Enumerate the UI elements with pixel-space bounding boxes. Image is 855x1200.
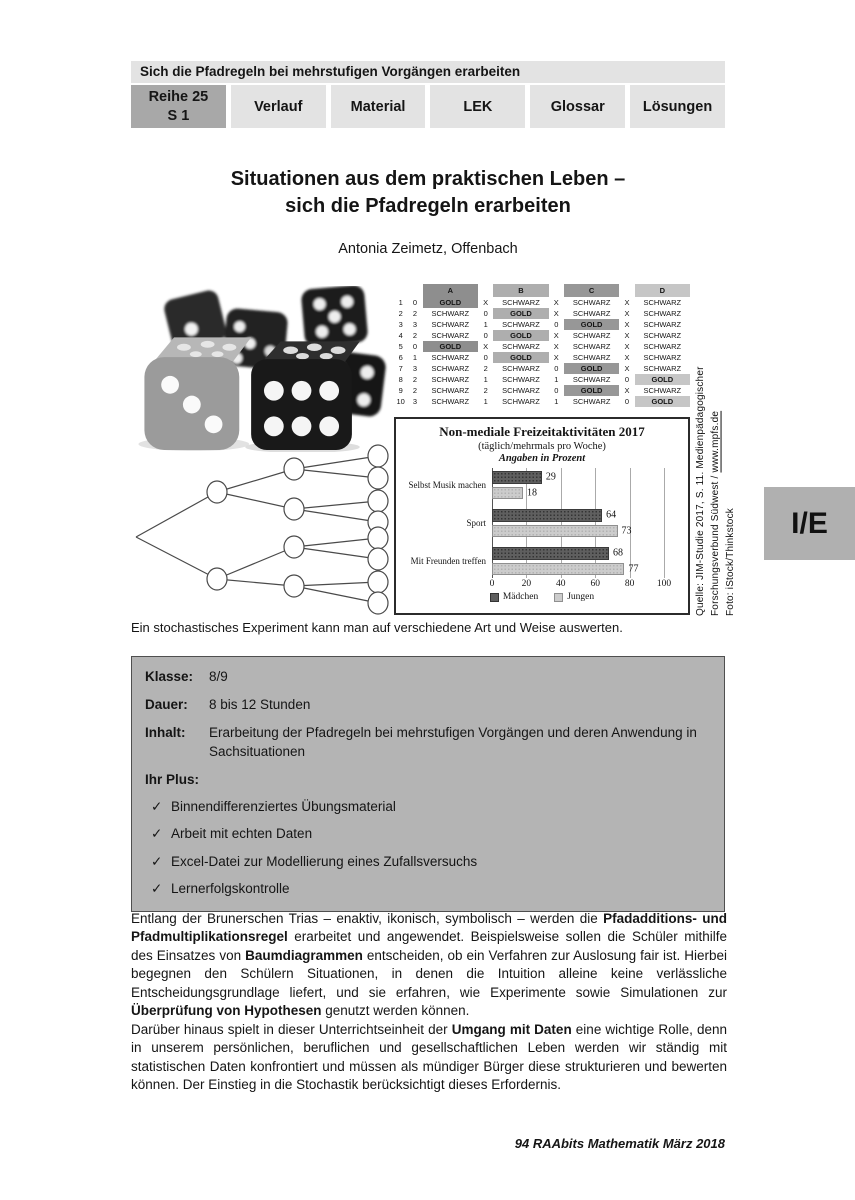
page-footer: 94 RAAbits Mathematik März 2018 xyxy=(514,1136,725,1151)
legend-swatch xyxy=(554,593,563,602)
check-icon: ✓ xyxy=(151,799,163,815)
table-cell: SCHWARZ xyxy=(502,363,540,373)
table-cell: SCHWARZ xyxy=(502,396,540,406)
axis-tick-label: 60 xyxy=(590,579,600,589)
chart-group xyxy=(408,471,664,499)
chart-subtitle: (täglich/mehrmals pro Woche) xyxy=(478,441,606,452)
category-label: Selbst Musik machen xyxy=(408,480,486,490)
table-cell: SCHWARZ xyxy=(643,341,682,351)
table-row: 8 2 SCHWARZ 1 SCHWARZ 1 SCHWARZ 0 GOLD xyxy=(394,374,690,385)
axis-tick-label: 40 xyxy=(556,579,566,589)
check-icon: ✓ xyxy=(151,880,163,896)
tree-diagram xyxy=(131,442,397,616)
bar-value-label: 18 xyxy=(526,487,537,499)
series-header-strip: Sich die Pfadregeln bei mehrstufigen Vorgängen erarbeiten xyxy=(131,61,725,83)
table-cell: SCHWARZ xyxy=(431,330,470,340)
table-cell: SCHWARZ xyxy=(572,396,611,406)
tab-glossar[interactable]: Glossar xyxy=(530,85,625,128)
table-cell: GOLD xyxy=(564,319,619,330)
checklist-item: ✓ Binnendifferenziertes Übungsmaterial xyxy=(151,798,711,816)
table-row: 5 0 GOLD X SCHWARZ X SCHWARZ X SCHWARZ xyxy=(394,341,690,352)
table-cell: SCHWARZ xyxy=(643,352,682,362)
page-title-line2: sich die Pfadregeln erarbeiten xyxy=(285,195,571,217)
table-cell: GOLD xyxy=(564,385,619,396)
tab-verlauf[interactable]: Verlauf xyxy=(231,85,326,128)
bar-value-label: 68 xyxy=(612,547,623,559)
table-row: 7 3 SCHWARZ 2 SCHWARZ 0 GOLD X SCHWARZ xyxy=(394,363,690,374)
column-header-C: C xyxy=(564,284,619,297)
source-line1: Quelle: JIM-Studie 2017, S. 11. Medienpädagogischer xyxy=(695,366,706,616)
info-value: 8 bis 12 Stunden xyxy=(209,697,311,713)
gridline xyxy=(664,468,665,578)
chart-group xyxy=(410,547,664,575)
info-label: Inhalt: xyxy=(145,725,186,741)
axis-tick-label: 0 xyxy=(489,579,495,589)
category-label: Mit Freunden treffen xyxy=(410,556,486,566)
table-cell: GOLD xyxy=(493,330,548,341)
chart-bar xyxy=(492,487,523,500)
tab-sublabel: S 1 xyxy=(167,107,190,124)
table-cell: SCHWARZ xyxy=(643,330,682,340)
table-cell: SCHWARZ xyxy=(572,330,611,340)
chart-group xyxy=(466,509,664,537)
black-die xyxy=(251,341,360,450)
info-row-inhalt xyxy=(145,724,711,760)
table-cell: SCHWARZ xyxy=(572,352,611,362)
body-paragraph-2: Darüber hinaus spielt in dieser Unterrichtseinheit der Umgang mit Daten eine wichtige Rolle, denn in unserem persönlichen, beruflichen und gesellschaftlichen Leben werden wir ständig mit statistischen Daten konfrontiert und müssen als mündiger Bürger diese strukturieren und bewerten können. Der Einstieg in die Stochastik berücksichtigt dieses Erfordernis. xyxy=(131,1022,727,1093)
body-paragraph-1: Entlang der Brunerschen Trias – enaktiv, ikonisch, symbolisch – werden die Pfadadditions- und Pfadmultiplikationsregel erarbeitet und angewendet. Beispielsweise sollen die Schüler mithilfe des Einsatzes von Baumdiagrammen entscheiden, ob ein Verfahren zur Auslosung fair ist. Hierbei begegnen den Schülern Situationen, in denen die Intuition alleine keine verlässliche Entscheidungsgrundlage liefert, und sie erfahren, wie Experimente sowie Simulationen zur Überprüfung von Hypothesen genutzt werden können. xyxy=(131,911,727,1019)
table-row: 10 3 SCHWARZ 1 SCHWARZ 1 SCHWARZ 0 GOLD xyxy=(394,396,690,407)
table-row: 3 3 SCHWARZ 1 SCHWARZ 0 GOLD X SCHWARZ xyxy=(394,319,690,330)
table-cell: SCHWARZ xyxy=(643,297,682,307)
chart-bars xyxy=(408,471,664,575)
table-cell: SCHWARZ xyxy=(431,319,470,329)
chart-plot-area xyxy=(408,468,664,578)
table-cell: SCHWARZ xyxy=(431,374,470,384)
gray-die xyxy=(144,337,251,450)
table-cell: SCHWARZ xyxy=(572,308,611,318)
chart-bar xyxy=(492,509,602,522)
info-value: 8/9 xyxy=(209,669,228,684)
table-cell: SCHWARZ xyxy=(643,385,682,395)
table-cell: SCHWARZ xyxy=(502,374,540,384)
legend-swatch xyxy=(490,593,499,602)
section-badge: I/E xyxy=(764,487,855,560)
tab-reihe-25[interactable] xyxy=(131,85,226,128)
info-row-dauer xyxy=(145,696,711,714)
info-label: Klasse: xyxy=(145,669,194,684)
chart-note: Angaben in Prozent xyxy=(498,453,586,464)
source-note xyxy=(693,284,741,616)
bar-value-label: 77 xyxy=(628,563,639,575)
info-box xyxy=(131,656,725,912)
author-byline: Antonia Zeimetz, Offenbach xyxy=(338,241,518,257)
source-line3: Foto: iStock/Thinkstock xyxy=(725,508,736,616)
table-cell: SCHWARZ xyxy=(572,341,611,351)
chart-legend xyxy=(404,592,680,602)
chart-bar xyxy=(492,471,542,484)
check-icon: ✓ xyxy=(151,853,163,869)
info-value: Erarbeitung der Pfadregeln bei mehrstufigen Vorgängen und deren Anwendung in Sachsituationen xyxy=(209,725,697,759)
chart-bar xyxy=(492,547,609,560)
table-row: 2 2 SCHWARZ 0 GOLD X SCHWARZ X SCHWARZ xyxy=(394,308,690,319)
figure-caption: Ein stochastisches Experiment kann man auf verschiedene Art und Weise auswerten. xyxy=(131,620,623,635)
table-cell: GOLD xyxy=(423,297,478,308)
column-header-B: B xyxy=(493,284,548,297)
table-cell: GOLD xyxy=(635,374,690,385)
table-cell: SCHWARZ xyxy=(572,374,611,384)
legend-item: Mädchen xyxy=(490,592,538,602)
checklist-item: ✓ Excel-Datei zur Modellierung eines Zufallsversuchs xyxy=(151,853,711,871)
mpfs-link[interactable]: www.mpfs.de xyxy=(710,410,721,473)
table-cell: SCHWARZ xyxy=(643,308,682,318)
table-cell: SCHWARZ xyxy=(643,319,682,329)
legend-item: Jungen xyxy=(554,592,594,602)
table-cell: SCHWARZ xyxy=(643,363,682,373)
table-row: 6 1 SCHWARZ 0 GOLD X SCHWARZ X SCHWARZ xyxy=(394,352,690,363)
checklist-item: ✓ Arbeit mit echten Daten xyxy=(151,825,711,843)
tab-label: Reihe 25 xyxy=(148,89,209,106)
check-icon: ✓ xyxy=(151,826,163,842)
table-cell: GOLD xyxy=(564,363,619,374)
table-cell: GOLD xyxy=(493,352,548,363)
bar-value-label: 64 xyxy=(606,509,617,521)
experiment-table xyxy=(394,284,690,407)
table-cell: SCHWARZ xyxy=(502,319,540,329)
table-cell: SCHWARZ xyxy=(572,297,611,307)
table-row: 9 2 SCHWARZ 2 SCHWARZ 0 GOLD X SCHWARZ xyxy=(394,385,690,396)
table-row: 4 2 SCHWARZ 0 GOLD X SCHWARZ X SCHWARZ xyxy=(394,330,690,341)
bar-value-label: 73 xyxy=(621,525,632,537)
table-cell: GOLD xyxy=(635,396,690,407)
axis-tick-label: 100 xyxy=(656,579,672,589)
page-title-line1: Situationen aus dem praktischen Leben – xyxy=(230,168,626,190)
table-cell: SCHWARZ xyxy=(502,297,540,307)
table-cell: SCHWARZ xyxy=(502,341,540,351)
table-cell: GOLD xyxy=(423,341,478,352)
table-cell: GOLD xyxy=(493,308,548,319)
tab-bar xyxy=(131,85,725,128)
table-cell: SCHWARZ xyxy=(502,385,540,395)
table-cell: SCHWARZ xyxy=(431,385,470,395)
info-row-klasse xyxy=(145,668,711,686)
chart-bar xyxy=(492,563,624,576)
table-cell: SCHWARZ xyxy=(431,363,470,373)
checklist-item: ✓ Lernerfolgskontrolle xyxy=(151,880,711,898)
chart-bar xyxy=(492,525,618,538)
table-cell: SCHWARZ xyxy=(431,308,470,318)
info-checklist xyxy=(145,798,711,898)
axis-tick-label: 20 xyxy=(521,579,532,589)
source-line2: Forschungsverbund Südwest / www.mpfs.de xyxy=(710,410,721,616)
figure-collage xyxy=(131,284,736,616)
tab-loesungen[interactable]: Lösungen xyxy=(630,85,725,128)
column-header-A: A xyxy=(423,284,478,297)
column-header-D: D xyxy=(635,284,690,297)
bar-chart xyxy=(394,417,690,615)
info-plus-heading: Ihr Plus: xyxy=(145,771,200,787)
table-cell: SCHWARZ xyxy=(431,352,470,362)
bar-value-label: 29 xyxy=(545,471,556,483)
page-title xyxy=(131,166,725,220)
tab-lek[interactable]: LEK xyxy=(430,85,525,128)
info-label: Dauer: xyxy=(145,697,188,713)
axis-tick-label: 80 xyxy=(624,579,635,589)
dice-photo xyxy=(131,286,391,452)
chart-x-axis xyxy=(489,578,672,591)
tab-material[interactable]: Material xyxy=(331,85,426,128)
chart-title: Non-mediale Freizeitaktivitäten 2017 xyxy=(439,424,645,439)
table-row: 1 0 GOLD X SCHWARZ X SCHWARZ X SCHWARZ xyxy=(394,297,690,308)
category-label: Sport xyxy=(466,518,486,528)
table-cell: SCHWARZ xyxy=(431,396,470,406)
